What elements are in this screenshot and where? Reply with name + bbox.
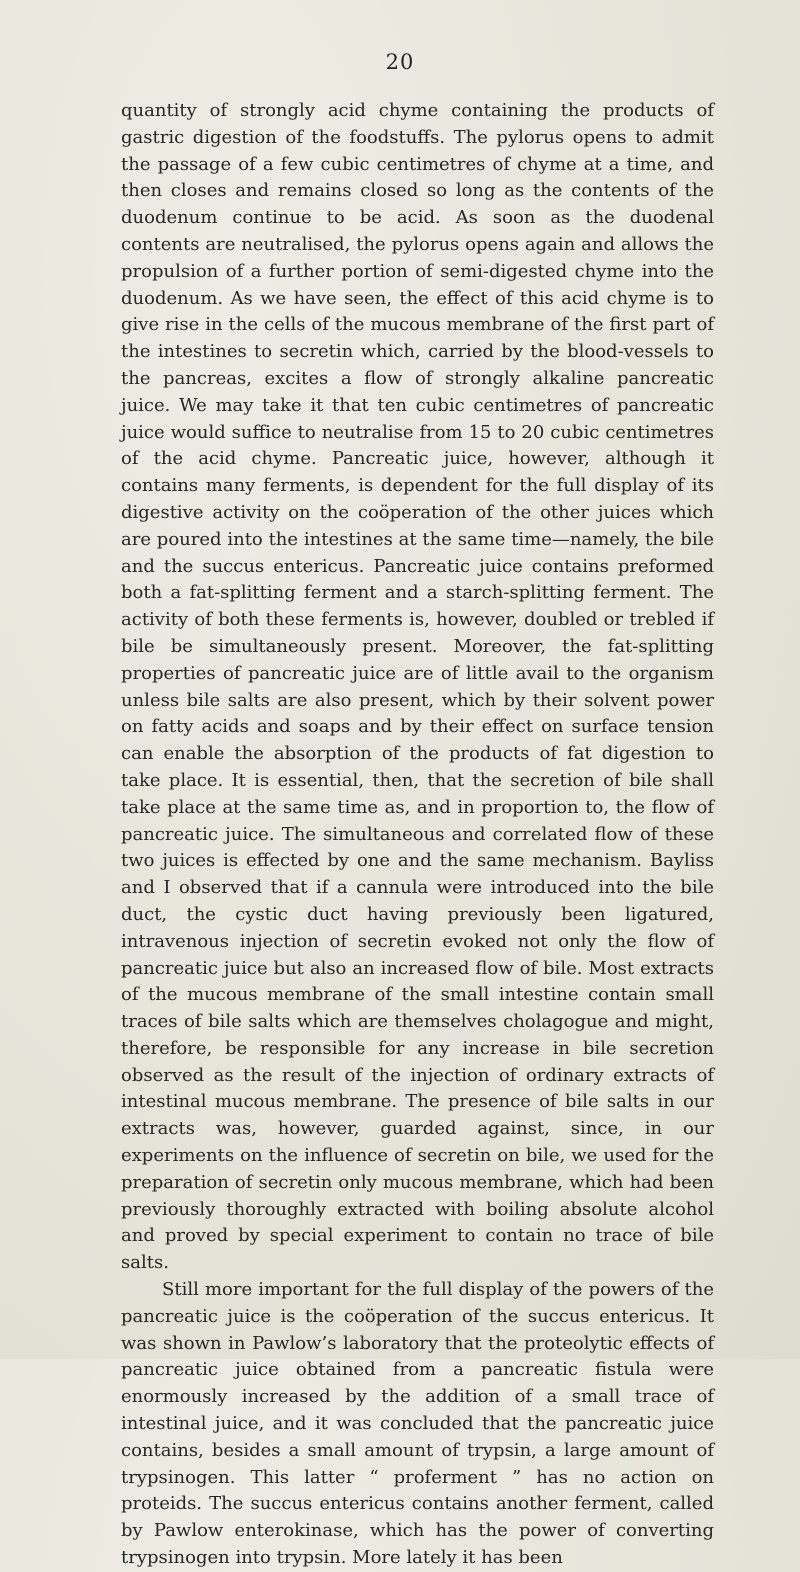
page-number: 20 — [385, 50, 415, 74]
paragraph-1: quantity of strongly acid chyme containing the products of gastric digestion of the foodstuffs. The pylorus opens to admit the passage of a few cubic centimetres of chyme at a time, and then closes and remains closed so long as the contents of the duodenum continue to be acid. As soon as the duodenal contents are neutralised, the pylorus opens again and allows the propulsion of a further portion of semi-digested chyme into the duodenum. As we have seen, the effect of this acid chyme is to give rise in the cells of the mucous membrane of the first part of the intestines to secretin which, carried by the blood-vessels to the pancreas, excites a flow of strongly alkaline pancreatic juice. We may take it that ten cubic centimetres of pancreatic juice would suffice to neutralise from 15 to 20 cubic centimetres of the acid chyme. Pancreatic juice, however, although it contains many ferments, is dependent for the full display of its digestive activity on the coöperation of the other juices which are poured into the intestines at the same time—namely, the bile and the succus entericus. Pancreatic juice contains preformed both a fat-splitting ferment and a starch-splitting ferment. The activity of both these ferments is, however, doubled or trebled if bile be simultaneously present. Moreover, the fat-splitting properties of pancreatic juice are of little avail to the organism unless bile salts are also present, which by their solvent power on fatty acids and soaps and by their effect on surface tension can enable the absorption of the products of fat digestion to take place. It is essential, then, that the secretion of bile shall take place at the same time as, and in proportion to, the flow of pancreatic juice. The simultaneous and correlated flow of these two juices is effected by one and the same mechanism. Bayliss and I observed that if a cannula were introduced into the bile duct, the cystic duct having previously been ligatured, intravenous injection of secretin evoked not only the flow of pancreatic juice but also an increased flow of bile. Most extracts of the mucous membrane of the small intestine contain small traces of bile salts which are themselves cholagogue and might, therefore, be responsible for any increase in bile secretion observed as the result of the injection of ordinary extracts of intestinal mucous membrane. The presence of bile salts in our extracts was, however, guarded against, since, in our experiments on the influence of secretin on bile, we used for the preparation of secretin only mucous membrane, which had been previously thoroughly extracted with boiling absolute alcohol and proved by special experiment to contain no trace of bile salts. — [121, 100, 714, 1274]
body-text — [121, 98, 714, 1572]
paragraph-2: Still more important for the full display of the powers of the pancreatic juice is the coöperation of the succus entericus. It was shown in Pawlow’s laboratory that the proteolytic effects of pancreatic juice obtained from a pancreatic fistula were enormously increased by the addition of a small trace of intestinal juice, and it was concluded that the pancreatic juice contains, besides a small amount of trypsin, a large amount of trypsinogen. This latter “ proferment ” has no action on proteids. The succus entericus contains another ferment, called by Pawlow enterokinase, which has the power of converting trypsinogen into trypsin. More lately it has been — [121, 1279, 714, 1569]
